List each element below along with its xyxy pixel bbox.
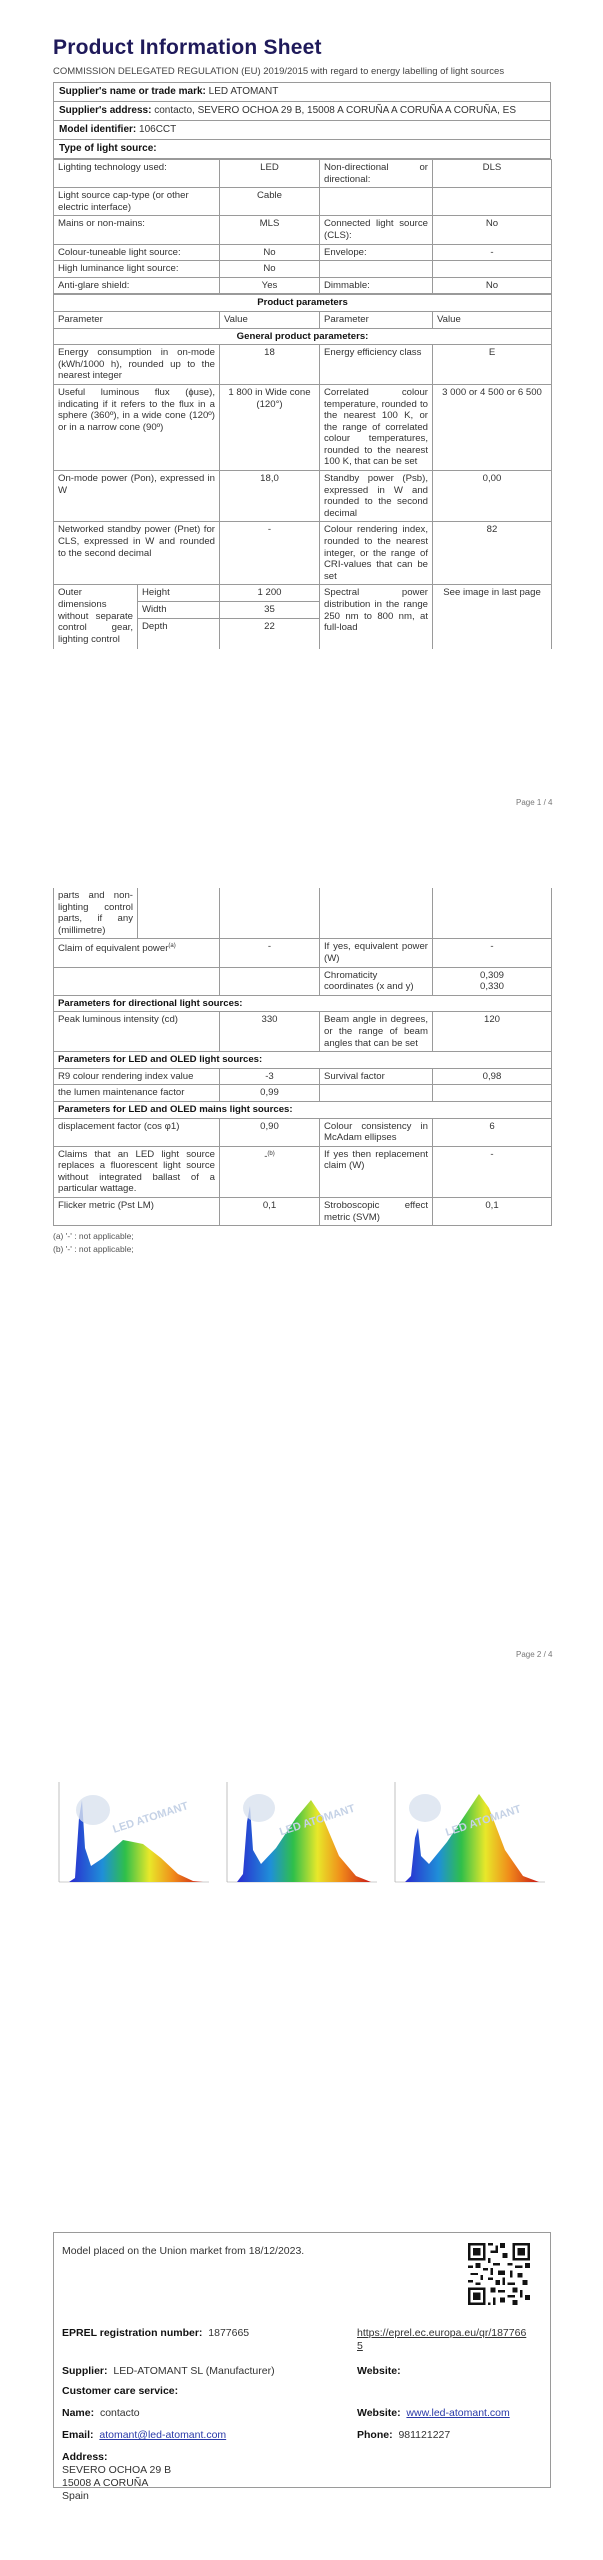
table-row: Lighting technology used: LED Non-directional or directional: DLS [54, 160, 552, 188]
table-row: Flicker metric (Pst LM) 0,1 Stroboscopic effect metric (SVM) 0,1 [54, 1198, 552, 1226]
led-heading: Parameters for LED and OLED light sources: [54, 1052, 552, 1069]
spectral-distribution-images [53, 1778, 551, 1890]
footnote-a: (a) '-' : not applicable; [53, 1231, 134, 1242]
product-parameters-heading: Product parameters [54, 295, 552, 312]
footnotes [53, 1230, 551, 1256]
table-row: Energy consumption in on-mode (kWh/1000 h), rounded up to the nearest integer 18 Energy efficiency class E [54, 345, 552, 385]
eprel-registration: EPREL registration number: 1877665 [62, 2327, 250, 2339]
svg-text:LED ATOMANT: LED ATOMANT [278, 1802, 357, 1839]
general-parameters-heading: General product parameters: [54, 328, 552, 345]
table-row: parts and non-lighting control parts, if any (millimetre) [54, 888, 552, 939]
phone-line: Phone: 981121227 [357, 2429, 451, 2441]
table-row: Claim of equivalent power$^{(a)}$ - If yes, equivalent power (W) - [54, 939, 552, 967]
column-headers: Parameter Value Parameter Value [54, 311, 552, 328]
product-parameters-table [53, 294, 552, 648]
directional-heading: Parameters for directional light sources: [54, 995, 552, 1012]
page-title: Product Information Sheet [53, 36, 322, 59]
type-row: Type of light source: [53, 140, 551, 159]
table-row: On-mode power (Pon), expressed in W 18,0 Standby power (Psb), expressed in W and rounded to the second decimal 0,00 [54, 471, 552, 522]
table-row: Useful luminous flux (ɸuse), indicating if it refers to the flux in a sphere (360º), in a wide cone (120º) or in a narrow cone (90º) 1 800 in Wide cone (120°) Correlated colour temperature, rounded to the nearest 100 K, or the range of correlated colour temperatures, rounded to the nearest 100 K, that can be set 3 000 or 4 500 or 6 500 [54, 384, 552, 470]
svg-text:LED ATOMANT: LED ATOMANT [111, 1800, 190, 1836]
customer-care-label: Customer care service: [62, 2385, 179, 2397]
supplier-line: Supplier: LED-ATOMANT SL (Manufacturer) [62, 2365, 275, 2377]
table-row: Mains or non-mains: MLS Connected light source (CLS): No [54, 216, 552, 244]
table-row: Anti-glare shield: Yes Dimmable: No [54, 277, 552, 294]
svg-text:LED ATOMANT: LED ATOMANT [444, 1803, 523, 1839]
table-row: Claims that an LED light source replaces a fluorescent light source without integrated ballast of a particular wattage. -$^{(b)}$ If yes then replacement claim (W) - [54, 1146, 552, 1197]
address-block: Address: SEVERO OCHOA 29 B 15008 A CORUÑA Spain [62, 2451, 172, 2502]
page-2 [53, 888, 551, 1256]
table-row: High luminance light source: No [54, 261, 552, 278]
email-line: Email: atomant@led-atomant.com [62, 2429, 227, 2441]
table-row: Chromaticity coordinates (x and y) 0,309 0,330 [54, 967, 552, 995]
contact-name: Name: contacto [62, 2407, 140, 2419]
supplier-name-row: Supplier's name or trade mark: LED ATOMANT [53, 82, 551, 102]
light-source-table [53, 159, 552, 294]
page-1 [53, 34, 551, 649]
registration-box [53, 2232, 551, 2502]
mains-heading: Parameters for LED and OLED mains light sources: [54, 1101, 552, 1118]
table-row: Width 35 [54, 602, 552, 619]
model-row: Model identifier: 106CCT [53, 121, 551, 140]
spectrum-4500k [221, 1778, 381, 1890]
footnote-b: (b) '-' : not applicable; [53, 1244, 134, 1255]
website-line: Website: www.led-atomant.com [357, 2407, 510, 2419]
table-row: R9 colour rendering index value -3 Survival factor 0,98 [54, 1068, 552, 1085]
qr-code-icon[interactable] [468, 2243, 530, 2305]
page-number: Page 1 / 4 [516, 798, 553, 807]
table-row: displacement factor (cos φ1) 0,90 Colour consistency in McAdam ellipses 6 [54, 1118, 552, 1146]
website-label: Website: [357, 2365, 401, 2377]
table-row: Depth 22 [54, 618, 552, 649]
regulation-text: COMMISSION DELEGATED REGULATION (EU) 2019/2015 with regard to energy labelling of light sources [53, 66, 505, 77]
table-row: Peak luminous intensity (cd) 330 Beam angle in degrees, or the range of beam angles that can be set 120 [54, 1012, 552, 1052]
table-row: Networked standby power (Pnet) for CLS, expressed in W and rounded to the second decimal - Colour rendering index, rounded to the nearest integer, or the range of CRI-values that can be set 82 [54, 522, 552, 585]
parameters-table-continued [53, 888, 552, 1226]
email-link[interactable]: atomant@led-atomant.com [99, 2429, 227, 2441]
spectrum-6500k [389, 1778, 549, 1890]
page-number: Page 2 / 4 [516, 1650, 553, 1659]
market-date: Model placed on the Union market from 18/12/2023. [62, 2245, 305, 2257]
supplier-address-row: Supplier's address: contacto, SEVERO OCHOA 29 B, 15008 A CORUÑA A CORUÑA A CORUÑA, ES [53, 102, 551, 121]
table-row: Light source cap-type (or other electric interface) Cable [54, 188, 552, 216]
website-link[interactable]: www.led-atomant.com [406, 2407, 510, 2419]
table-row: Outer dimensions without separate control gear, lighting control Height 1 200 Spectral power distribution in the range 250 nm to 800 nm, at full-load See image in last page [54, 585, 552, 602]
table-row: Colour-tuneable light source: No Envelope: - [54, 244, 552, 261]
table-row: the lumen maintenance factor 0,99 [54, 1085, 552, 1102]
eprel-link[interactable]: https://eprel.ec.europa.eu/qr/1877665 [357, 2327, 527, 2352]
spectrum-3000k [53, 1778, 213, 1890]
